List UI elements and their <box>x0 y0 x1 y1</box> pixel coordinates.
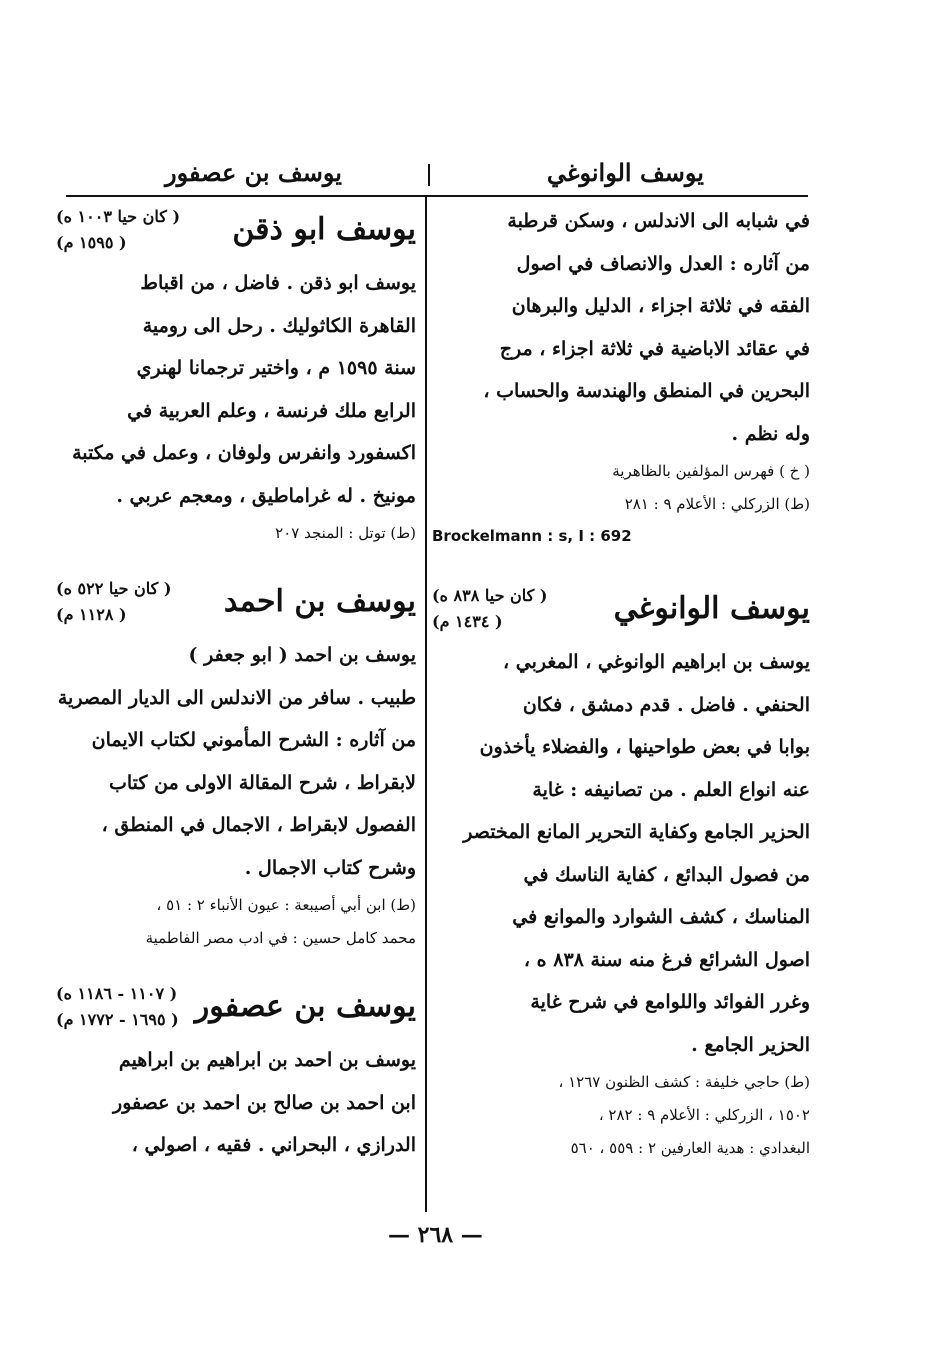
dates-gregorian: ( ١١٢٨ م) <box>56 605 127 624</box>
entry-spacer <box>56 550 416 572</box>
entry-text-line: مونيخ . له غراماطيق ، ومعجم عربي . <box>116 484 416 507</box>
entry-name: يوسف بن احمد <box>223 584 416 619</box>
entry-spacer <box>432 551 810 579</box>
header-rule <box>66 195 808 197</box>
dates-gregorian: ( ١٥٩٥ م) <box>56 233 127 252</box>
entry-text-line: الفقه في ثلاثة اجزاء ، الدليل والبرهان <box>511 295 810 317</box>
entry-text-line: يوسف بن احمد ( ابو جعفر ) <box>188 644 416 666</box>
latin-source-line: Brockelmann : s, I : 692 <box>432 527 632 545</box>
source-line: (ط) توتل : المنجد ٢٠٧ <box>275 524 416 542</box>
dates-hijri: ( كان حيا ٥٢٢ ه) <box>56 579 172 598</box>
entry-spacer <box>56 955 416 977</box>
entry-abu-dhaqan <box>56 200 416 550</box>
entry-text-line: البحرين في المنطق والهندسة والحساب ، <box>483 380 810 402</box>
source-line: ١٥٠٢ ، الزركلي : الأعلام ٩ : ٢٨٢ ، <box>598 1106 810 1124</box>
entry-text-line: القاهرة الكاثوليك . رحل الى رومية <box>142 314 416 337</box>
source-line: (ط) ابن أبي أصيبعة : عيون الأنباء ٢ : ٥١ ، <box>156 896 416 914</box>
entry-text-line: بوابا في بعض طواحينها ، والفضلاء يأخذون <box>479 736 810 758</box>
entry-name: يوسف الوانوغي <box>613 591 810 626</box>
entry-dates <box>432 583 547 635</box>
entry-text-line: الرابع ملك فرنسة ، وعلم العربية في <box>127 399 416 422</box>
entry-text-line: من فصول البدائع ، كفاية الناسك في <box>523 863 810 886</box>
entry-text-line: من آثاره : الشرح المأموني لكتاب الايمان <box>91 729 416 751</box>
entry-dates <box>56 204 180 256</box>
entry-wanughi <box>432 579 810 1165</box>
source-line: ( خ ) فهرس المؤلفين بالظاهرية <box>612 462 810 480</box>
entry-text-line: الحزير الجامع . <box>691 1033 810 1056</box>
entry-text-line: يوسف ابو ذقن . فاضل ، من اقباط <box>140 272 416 294</box>
entry-name: يوسف ابو ذقن <box>232 212 416 247</box>
entry-text-line: الحزير الجامع وكفاية التحرير المانع المختصر <box>463 821 810 843</box>
dates-gregorian: ( ١٤٣٤ م) <box>432 612 503 631</box>
source-line: البغدادي : هدية العارفين ٢ : ٥٥٩ ، ٥٦٠ <box>570 1139 810 1157</box>
entry-text-line: في عقائد الاباضية في ثلاثة اجزاء ، مرج <box>499 337 810 360</box>
dates-gregorian: ( ١٦٩٥ - ١٧٧٢ م) <box>56 1010 179 1029</box>
entry-text-line: في شبابه الى الاندلس ، وسكن قرطبة <box>507 210 810 232</box>
entry-text-line: المناسك ، كشف الشوارد والموانع في <box>512 906 810 928</box>
dates-hijri: ( كان حيا ١٠٠٣ ه) <box>56 207 181 226</box>
entry-text-line: وشرح كتاب الاجمال . <box>244 856 416 879</box>
entry-text-line: طبيب . سافر من الاندلس الى الديار المصرية <box>57 686 416 709</box>
source-line: (ط) حاجي خليفة : كشف الظنون ١٢٦٧ ، <box>558 1073 810 1091</box>
entry-text-line: الفصول لابقراط ، الاجمال في المنطق ، <box>101 814 416 836</box>
running-head-right: يوسف الوانوغي <box>546 158 704 187</box>
entry-text-line: سنة ١٥٩٥ م ، واختير ترجمانا لهنري <box>136 357 416 379</box>
entry-header <box>56 572 416 634</box>
entry-dates <box>56 576 171 628</box>
running-head-separator <box>428 164 430 186</box>
entry-text-line: وغرر الفوائد واللوامع في شرح غاية <box>530 991 810 1013</box>
entry-text-line: عنه انواع العلم . من تصانيفه : غاية <box>532 778 810 801</box>
entry-name: يوسف بن عصفور <box>194 989 416 1024</box>
entry-text-line: الدرازي ، البحراني . فقيه ، اصولي ، <box>131 1134 416 1156</box>
entry-text-line: يوسف بن ابراهيم الوانوغي ، المغربي ، <box>503 651 810 673</box>
entry-ibn-ahmad <box>56 572 416 955</box>
source-line: محمد كامل حسين : في ادب مصر الفاطمية <box>145 929 416 947</box>
page-number: — ٢٦٨ — <box>388 1222 483 1248</box>
entry-text-line: من آثاره : العدل والانصاف في اصول <box>516 252 810 275</box>
right-column <box>432 200 810 1165</box>
entry-text-line: ابن احمد بن صالح بن احمد بن عصفور <box>113 1091 416 1114</box>
continued-entry <box>432 200 810 551</box>
entry-text-line: وله نظم . <box>731 422 810 445</box>
entry-text-line: الحنفي . فاضل . قدم دمشق ، فكان <box>522 693 810 716</box>
entry-text-line: اصول الشرائع فرغ منه سنة ٨٣٨ ه ، <box>523 948 810 971</box>
entry-header <box>56 200 416 262</box>
entry-header <box>56 977 416 1039</box>
dates-hijri: ( كان حيا ٨٣٨ ه) <box>432 586 548 605</box>
source-line: (ط) الزركلي : الأعلام ٩ : ٢٨١ <box>624 495 810 513</box>
left-column <box>56 200 416 1167</box>
entry-ibn-usfur <box>56 977 416 1167</box>
entry-text-line: يوسف بن احمد بن ابراهيم بن ابراهيم <box>118 1049 416 1071</box>
dates-hijri: ( ١١٠٧ - ١١٨٦ ه) <box>56 984 178 1003</box>
entry-text-line: اكسفورد وانفرس ولوفان ، وعمل في مكتبة <box>72 442 416 464</box>
entry-dates <box>56 981 179 1033</box>
entry-header <box>432 579 810 641</box>
column-divider <box>425 197 427 1212</box>
running-head-left: يوسف بن عصفور <box>165 158 342 187</box>
entry-text-line: لابقراط ، شرح المقالة الاولى من كتاب <box>109 771 416 794</box>
